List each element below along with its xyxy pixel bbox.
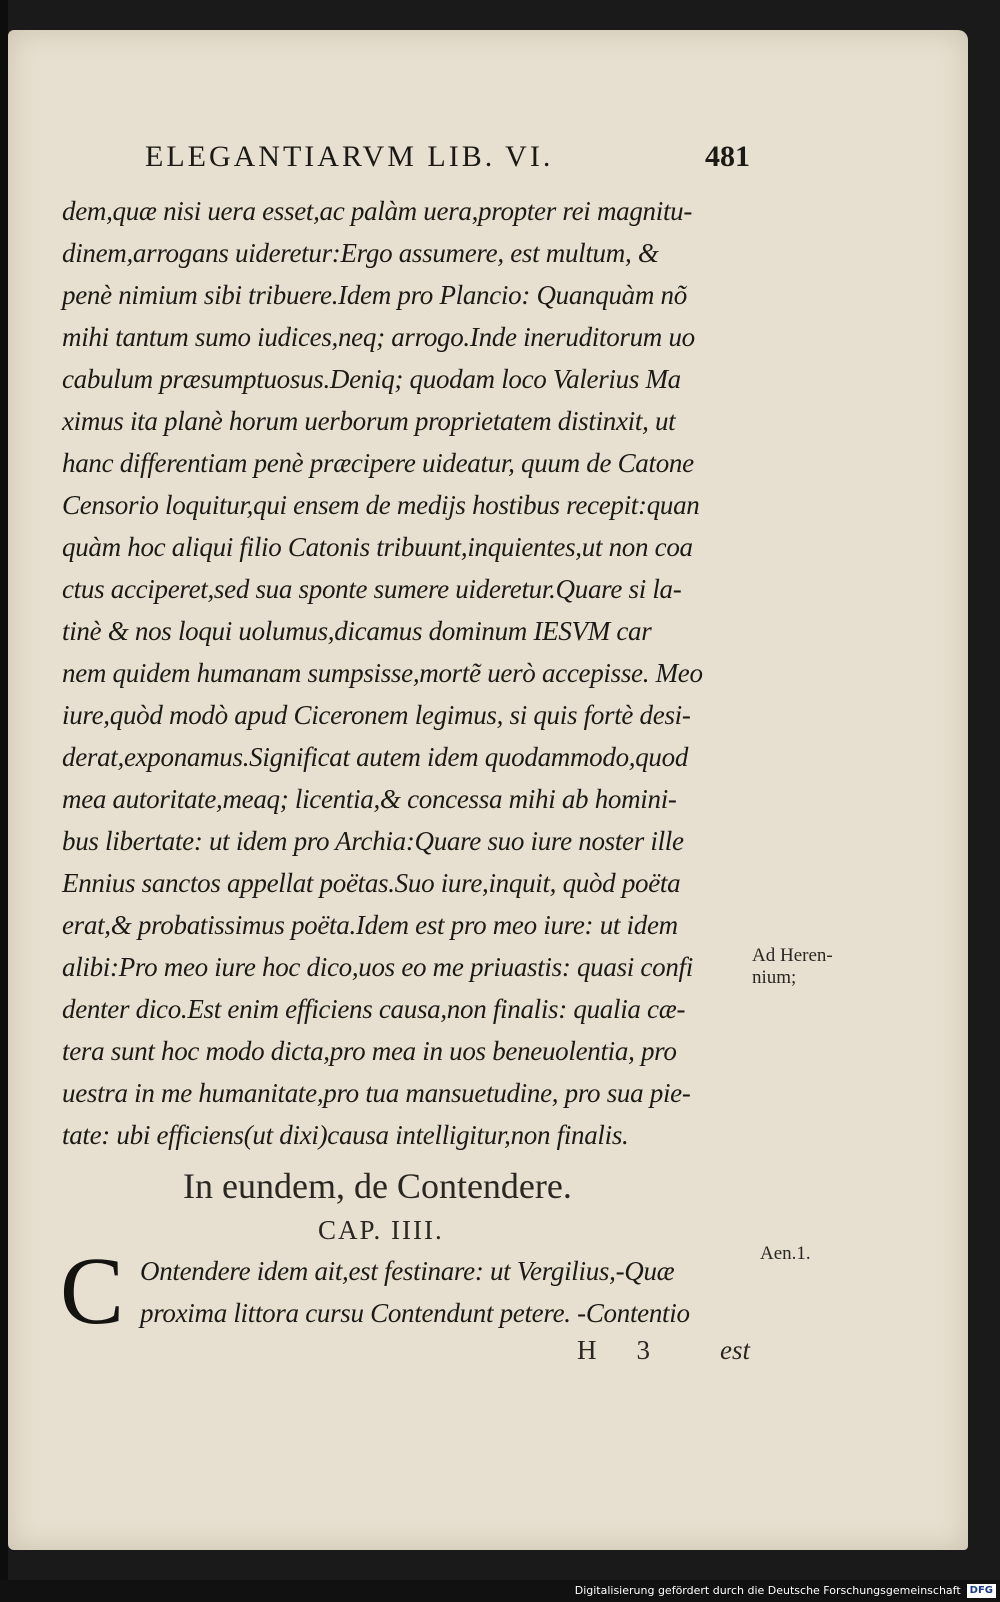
margin-note-line: Ad Heren- — [752, 945, 833, 966]
text-line: erat,& probatissimus poëta.Idem est pro meo iure: ut idem — [62, 910, 678, 940]
chapter-heading: In eundem, de Contendere. — [183, 1166, 572, 1206]
margin-note-aeneid: Aen.1. — [760, 1243, 811, 1264]
text-line: tinè & nos loqui uolumus,dicamus dominum IESVM car — [62, 616, 652, 646]
scan-edge — [0, 0, 8, 1602]
text-line: ximus ita planè horum uerborum proprietatem distinxit, ut — [62, 406, 676, 436]
margin-note-line: nium; — [752, 967, 797, 988]
footer-text: Digitalisierung gefördert durch die Deutsche Forschungsgemeinschaft — [574, 1584, 961, 1597]
text-line: Censorio loquitur,qui ensem de medijs hostibus recepit:quan — [62, 490, 700, 520]
body-text — [62, 190, 762, 1156]
text-line: dem,quæ nisi uera esset,ac palàm uera,propter rei magnitu- — [62, 196, 693, 226]
text-line: cabulum præsumptuosus.Deniq; quodam loco Valerius Ma — [62, 364, 681, 394]
text-line: proxima littora cursu Contendunt petere. -Contentio — [140, 1298, 690, 1328]
text-line: Ennius sanctos appellat poëtas.Suo iure,inquit, quòd poëta — [62, 868, 681, 898]
drop-cap: C — [60, 1237, 125, 1344]
signature-letter: H — [577, 1335, 597, 1365]
text-line: quàm hoc aliqui filio Catonis tribuunt,inquientes,ut non coa — [62, 532, 693, 562]
text-line: alibi:Pro meo iure hoc dico,uos eo me priuastis: quasi confi — [62, 952, 693, 982]
text-line: tera sunt hoc modo dicta,pro mea in uos beneuolentia, pro — [62, 1036, 677, 1066]
page-number: 481 — [705, 140, 750, 173]
text-line: tate: ubi efficiens(ut dixi)causa intelligitur,non finalis. — [62, 1120, 629, 1150]
running-head: ELEGANTIARVM LIB. VI. — [145, 140, 554, 173]
text-line: bus libertate: ut idem pro Archia:Quare suo iure noster ille — [62, 826, 684, 856]
text-line: mea autoritate,meaq; licentia,& concessa mihi ab homini- — [62, 784, 677, 814]
text-line: derat,exponamus.Significat autem idem quodammodo,quod — [62, 742, 689, 772]
chapter-number: CAP. IIII. — [318, 1215, 444, 1245]
text-line: mihi tantum sumo iudices,neq; arrogo.Inde ineruditorum uo — [62, 322, 695, 352]
text-line: nem quidem humanam sumpsisse,mortẽ uerò accepisse. Meo — [62, 658, 703, 688]
signature-number: 3 — [636, 1335, 650, 1365]
signature-mark — [577, 1335, 650, 1366]
margin-note-ad-herennium — [752, 945, 833, 989]
text-line: denter dico.Est enim efficiens causa,non finalis: qualia cæ- — [62, 994, 686, 1024]
catchword: est — [720, 1335, 750, 1365]
chapter-text — [140, 1250, 760, 1334]
text-line: iure,quòd modò apud Ciceronem legimus, si quis fortè desi- — [62, 700, 691, 730]
text-line: ctus acciperet,sed sua sponte sumere uideretur.Quare si la- — [62, 574, 682, 604]
funding-footer — [0, 1580, 1000, 1602]
text-line: hanc differentiam penè præcipere uideatur, quum de Catone — [62, 448, 694, 478]
dfg-logo-icon: DFG — [967, 1584, 996, 1598]
text-line: penè nimium sibi tribuere.Idem pro Plancio: Quanquàm nõ — [62, 280, 687, 310]
text-line: uestra in me humanitate,pro tua mansuetudine, pro sua pie- — [62, 1078, 691, 1108]
text-line: dinem,arrogans uideretur:Ergo assumere, est multum, & — [62, 238, 659, 268]
text-line: Ontendere idem ait,est festinare: ut Vergilius,-Quæ — [140, 1256, 675, 1286]
